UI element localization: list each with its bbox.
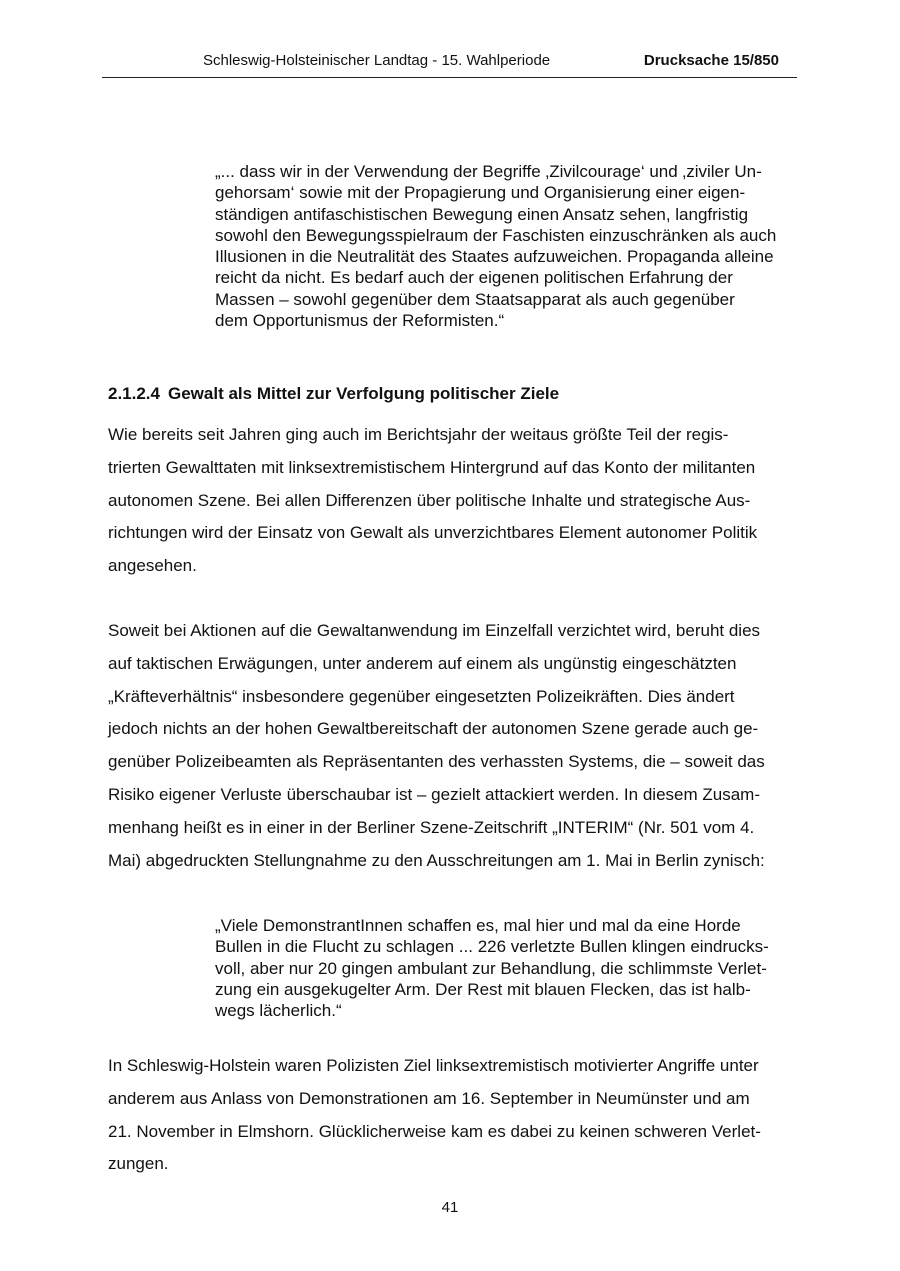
paragraph-line: zungen. [108,1154,169,1174]
paragraph-line: trierten Gewalttaten mit linksextremistischem Hintergrund auf das Konto der militanten [108,457,756,477]
quote-line: dem Opportunismus der Reformisten.“ [215,311,505,331]
section-title: Gewalt als Mittel zur Verfolgung politischer Ziele [168,384,560,403]
paragraph-line: angesehen. [108,556,197,576]
quote-line: Bullen in die Flucht zu schlagen ... 226 verletzte Bullen klingen eindrucks- [215,937,769,957]
quote-line: wegs lächerlich.“ [215,1001,342,1021]
paragraph-line: Soweit bei Aktionen auf die Gewaltanwendung im Einzelfall verzichtet wird, beruht dies [108,621,761,640]
quote-line: zung ein ausgekugelter Arm. Der Rest mit blauen Flecken, das ist halb- [215,979,751,999]
quote-line: Massen – sowohl gegenüber dem Staatsapparat als auch gegenüber [215,289,735,309]
paragraph-3 [108,1050,798,1181]
quote-line: ständigen antifaschistischen Bewegung einen Ansatz sehen, langfristig [215,204,749,224]
paragraph-line: jedoch nichts an der hohen Gewaltbereitschaft der autonomen Szene gerade auch ge- [108,719,759,739]
paragraph-line: anderem aus Anlass von Demonstrationen am 16. September in Neumünster und am [108,1088,750,1108]
block-quote-1 [215,161,797,331]
paragraph-line: Risiko eigener Verluste überschaubar ist – gezielt attackiert werden. In diesem Zusam- [108,784,760,804]
paragraph-line: In Schleswig-Holstein waren Polizisten Ziel linksextremistisch motivierter Angriffe unter [108,1056,759,1075]
paragraph-line: menhang heißt es in einer in der Berliner Szene-Zeitschrift „INTERIM“ (Nr. 501 vom 4. [108,817,755,837]
section-number: 2.1.2.4 [108,384,160,403]
quote-line: gehorsam‘ sowie mit der Propagierung und Organisierung einer eigen- [215,183,746,203]
quote-line: „... dass wir in der Verwendung der Begriffe ‚Zivilcourage‘ und ‚ziviler Un- [215,162,762,181]
header-document-number: Drucksache 15/850 [643,52,779,69]
quote-line: reicht da nicht. Es bedarf auch der eigenen politischen Erfahrung der [215,268,733,288]
block-quote-2 [215,915,797,1021]
paragraph-1 [108,419,798,583]
quote-line: Illusionen in die Neutralität des Staates aufzuweichen. Propaganda alleine [215,247,774,267]
paragraph-line: richtungen wird der Einsatz von Gewalt als unverzichtbares Element autonomer Politik [108,523,758,543]
page-number: 41 [441,1199,459,1216]
paragraph-2 [108,615,798,877]
quote-line: sowohl den Bewegungsspielraum der Faschisten einzuschränken als auch [215,225,777,245]
paragraph-line: „Kräfteverhältnis“ insbesondere gegenüber eingesetzten Polizeikräften. Dies ändert [108,686,735,706]
paragraph-line: genüber Polizeibeamten als Repräsentanten des verhassten Systems, die – soweit das [108,752,765,772]
header-title: Schleswig-Holsteinischer Landtag - 15. Wahlperiode [203,52,551,69]
paragraph-line: autonomen Szene. Bei allen Differenzen über politische Inhalte und strategische Aus- [108,490,751,510]
section-heading [108,384,559,404]
quote-line: voll, aber nur 20 gingen ambulant zur Behandlung, die schlimmste Verlet- [215,958,767,978]
paragraph-line: Mai) abgedruckten Stellungnahme zu den Ausschreitungen am 1. Mai in Berlin zynisch: [108,850,765,870]
page-header [102,50,797,78]
paragraph-line: 21. November in Elmshorn. Glücklicherweise kam es dabei zu keinen schweren Verlet- [108,1121,761,1141]
paragraph-line: auf taktischen Erwägungen, unter anderem auf einem als ungünstig eingeschätzten [108,653,737,673]
paragraph-line: Wie bereits seit Jahren ging auch im Berichtsjahr der weitaus größte Teil der regis- [108,425,729,444]
quote-line: „Viele DemonstrantInnen schaffen es, mal hier und mal da eine Horde [215,916,741,935]
